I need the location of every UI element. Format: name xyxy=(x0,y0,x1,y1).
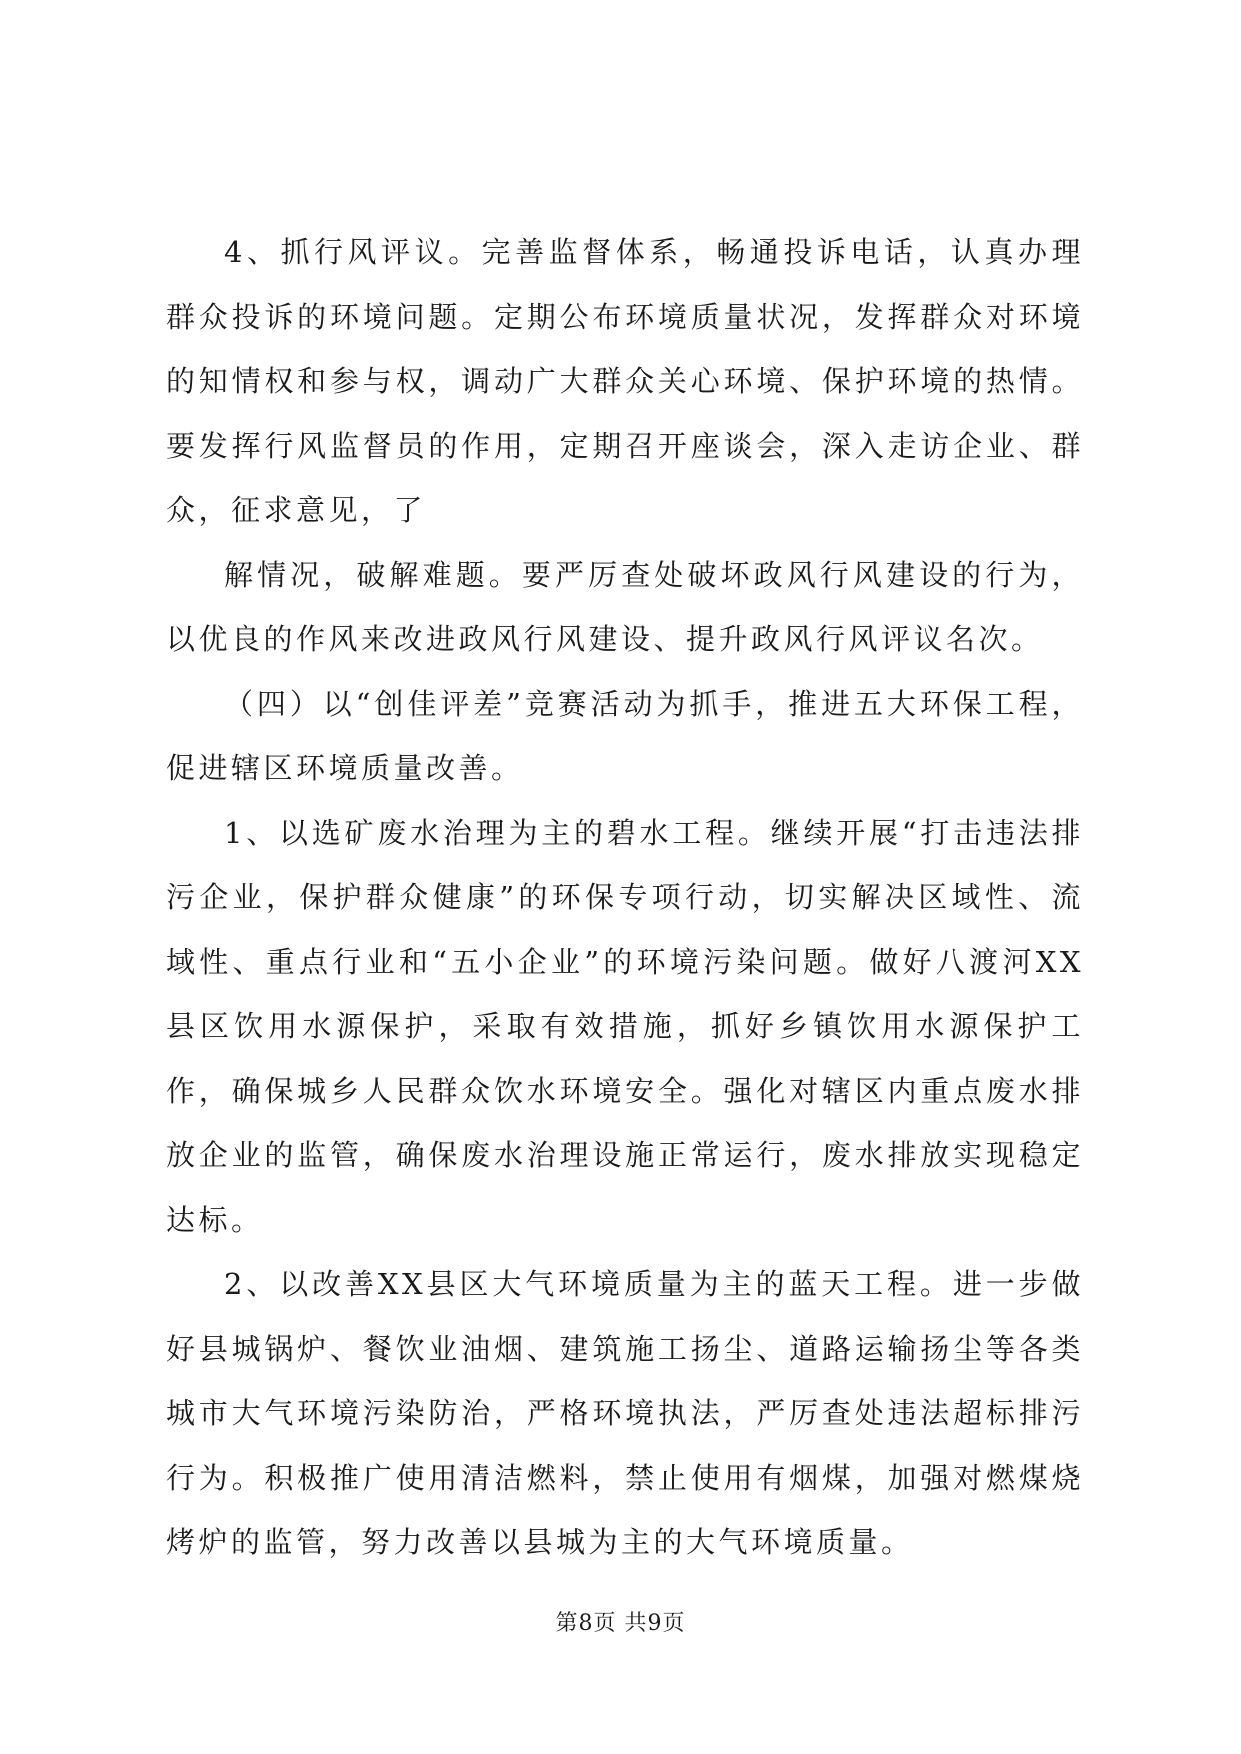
document-body xyxy=(166,220,1084,1575)
page-footer xyxy=(0,1606,1241,1637)
paragraph-continuation: 解情况，破解难题。要严厉查处破坏政风行风建设的行为，以优良的作风来改进政风行风建设、提升政风行风评议名次。 xyxy=(166,557,1084,656)
paragraph-clear-water-project: 1、以选矿废水治理为主的碧水工程。继续开展“打击违法排污企业，保护群众健康”的环保专项行动，切实解决区域性、流域性、重点行业和“五小企业”的环境污染问题。做好八渡河XX县区饮用水源保护，采取有效措施，抓好乡镇饮用水源保护工作，确保城乡人民群众饮水环境安全。强化对辖区内重点废水排放企业的监管，确保废水治理设施正常运行，废水排放实现稳定达标。 xyxy=(166,815,1084,1237)
paragraph-blue-sky-project: 2、以改善XX县区大气环境质量为主的蓝天工程。进一步做好县城锅炉、餐饮业油烟、建筑施工扬尘、道路运输扬尘等各类城市大气环境污染防治，严格环境执法，严厉查处违法超标排污行为。积极推广使用清洁燃料，禁止使用有烟煤，加强对燃煤烧烤炉的监管，努力改善以县城为主的大气环境质量。 xyxy=(166,1267,1084,1559)
paragraph-section-four-heading: （四）以“创佳评差”竞赛活动为抓手，推进五大环保工程，促进辖区环境质量改善。 xyxy=(166,686,1084,785)
page-number-label: 第8页 共9页 xyxy=(555,1611,686,1636)
paragraph-item-4-evaluation: 4、抓行风评议。完善监督体系，畅通投诉电话，认真办理群众投诉的环境问题。定期公布环境质量状况，发挥群众对环境的知情权和参与权，调动广大群众关心环境、保护环境的热情。要发挥行风监督员的作用，定期召开座谈会，深入走访企业、群众，征求意见，了 xyxy=(166,235,1084,527)
